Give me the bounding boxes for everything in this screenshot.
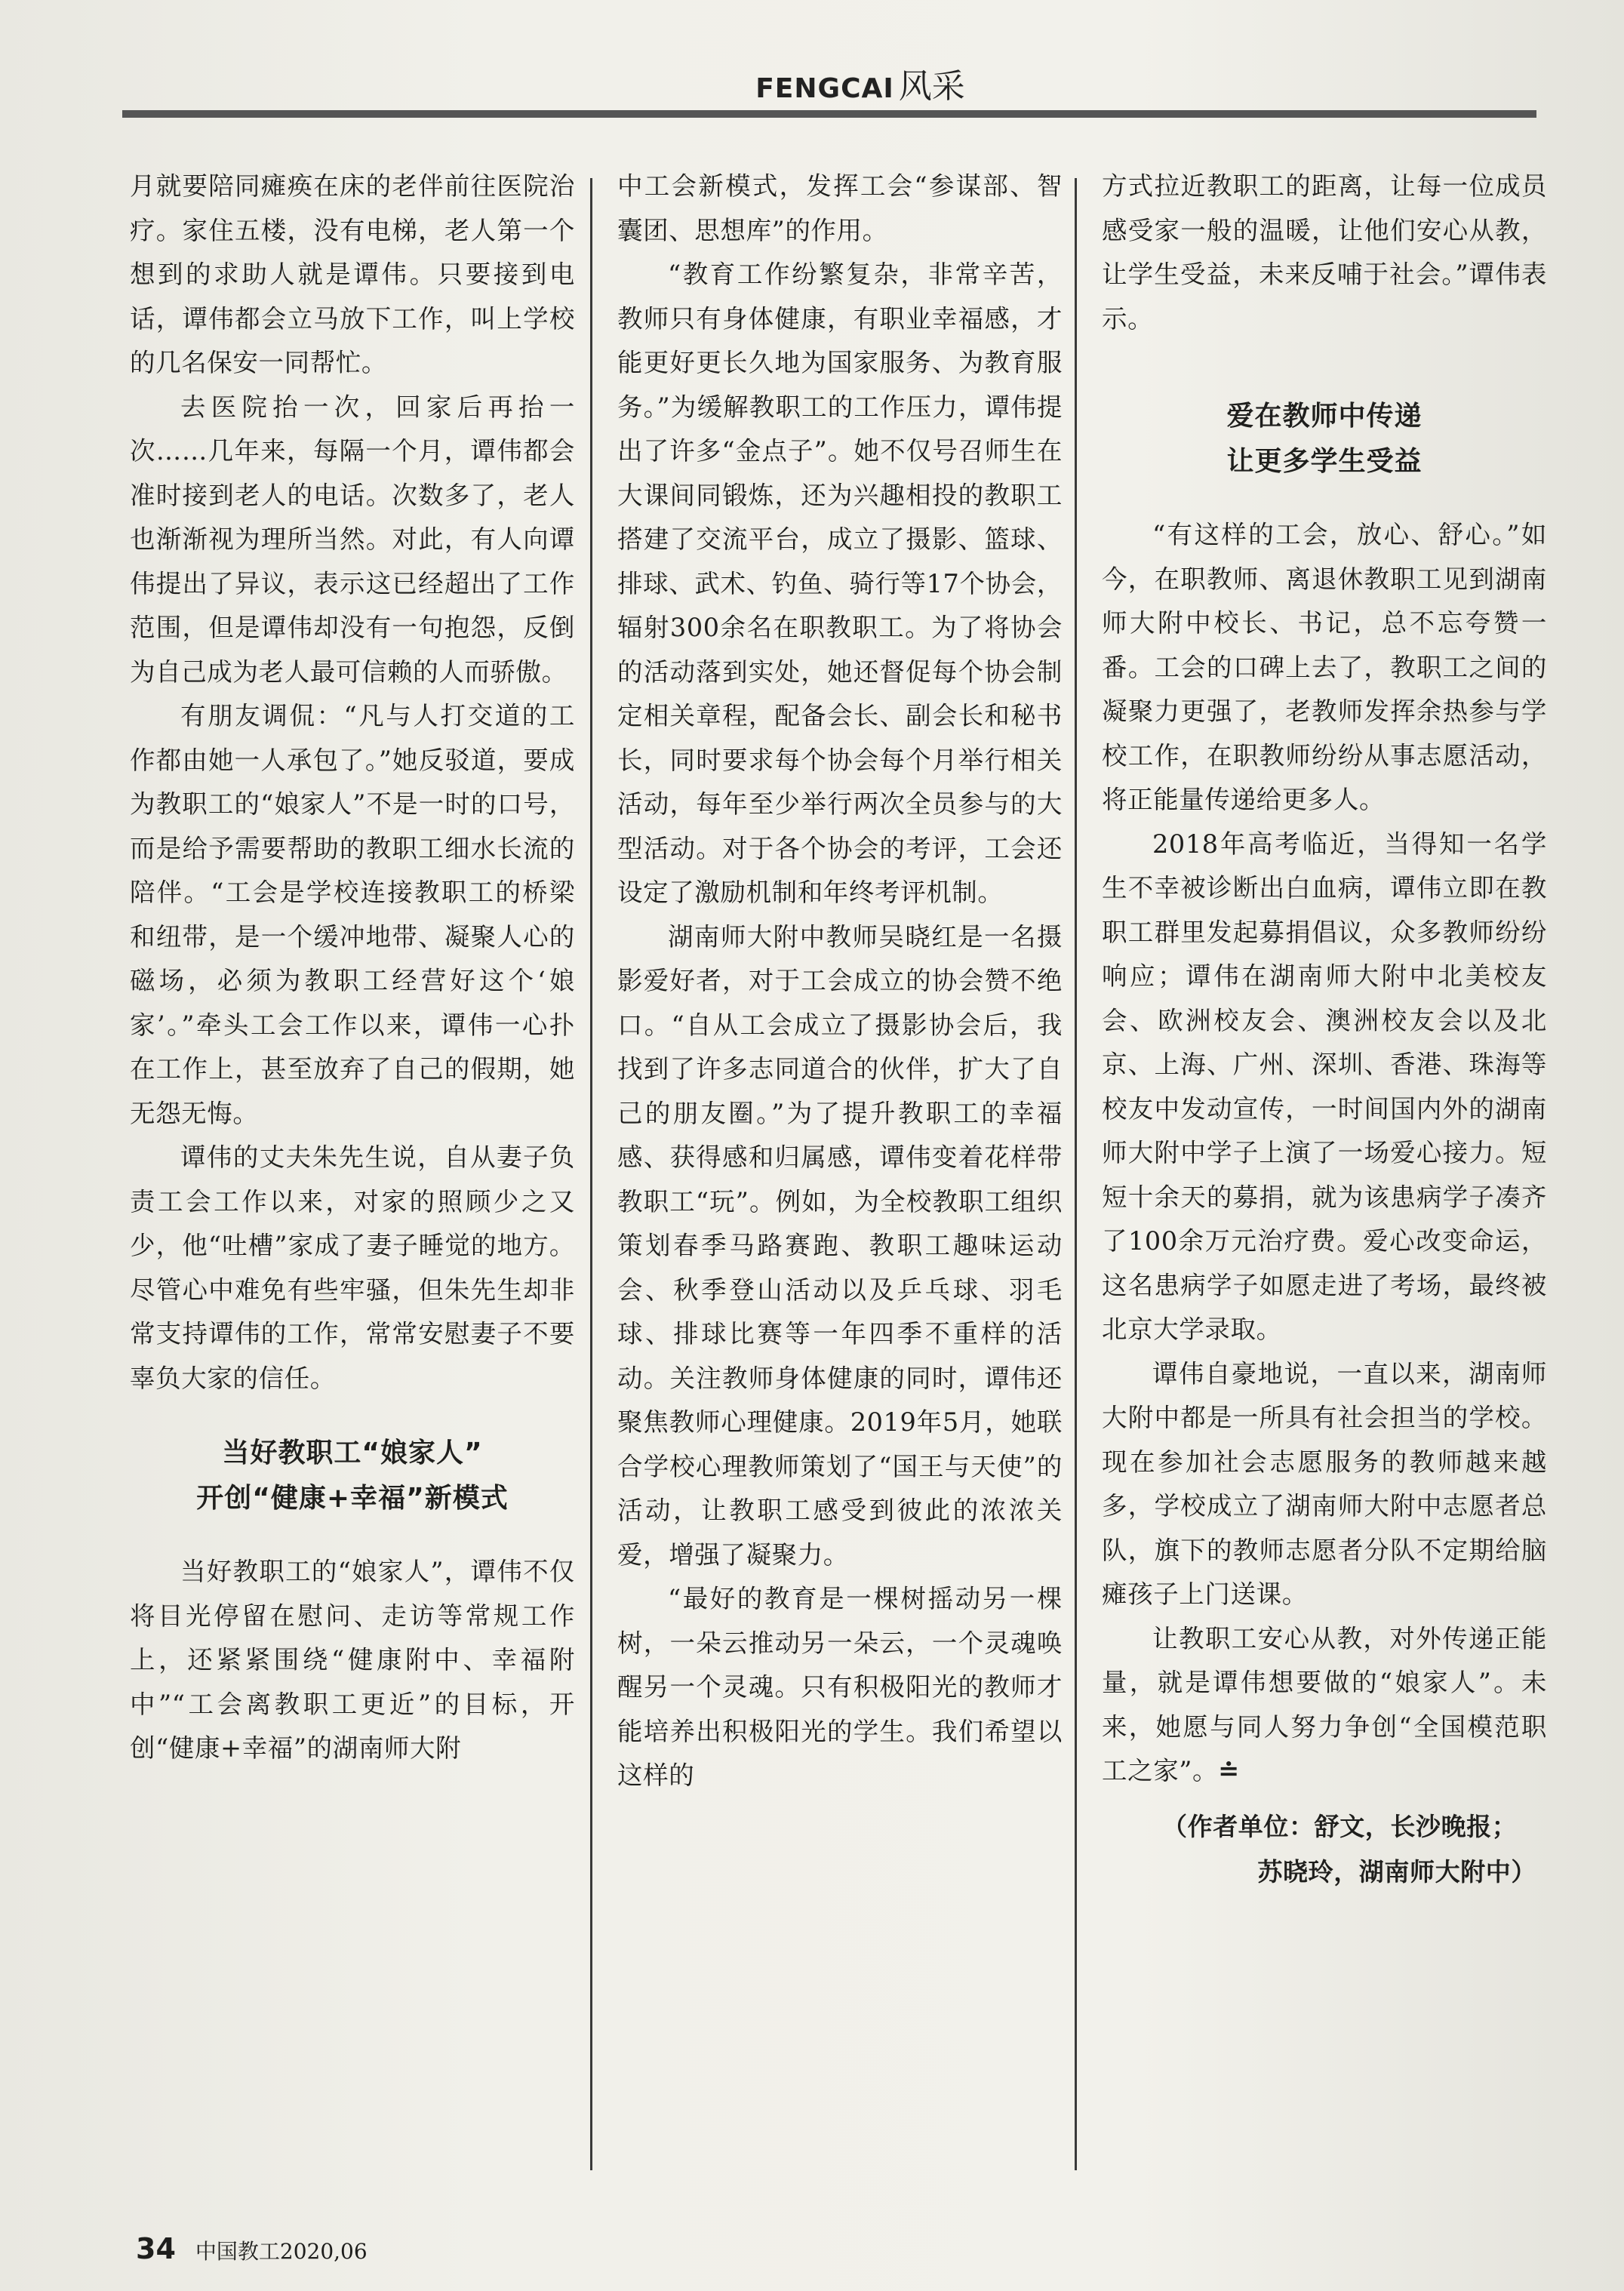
paragraph: 当好教职工的“娘家人”，谭伟不仅将目光停留在慰问、走访等常规工作上，还紧紧围绕“健康附中、幸福附中”“工会离教职工更近”的目标，开创“健康+幸福”的湖南师大附 <box>130 1557 575 1763</box>
section-header <box>709 59 1011 104</box>
heading-line-2: 让更多学生受益 <box>1226 446 1423 477</box>
column-1 <box>130 165 575 2187</box>
paragraph <box>1102 1617 1547 1794</box>
column-2 <box>617 165 1063 2187</box>
paragraph: 谭伟的丈夫朱先生说，自从妻子负责工会工作以来，对家的照顾少之又少，他“吐槽”家成了妻子睡觉的地方。尽管心中难免有些牢骚，但朱先生却非常支持谭伟的工作，常常安慰妻子不要辜负大家的信任。 <box>130 1142 575 1393</box>
page-footer <box>136 2232 368 2270</box>
paragraph: “有这样的工会，放心、舒心。”如今，在职教师、离退休教职工见到湖南师大附中校长、书记，总不忘夸赞一番。工会的口碑上去了，教职工之间的凝聚力更强了，老教师发挥余热参与学校工作，在职教师纷纷从事志愿活动，将正能量传递给更多人。 <box>1102 520 1547 814</box>
author-byline <box>1102 1804 1547 1895</box>
paragraph: “最好的教育是一棵树摇动另一棵树，一朵云推动另一朵云，一个灵魂唤醒另一个灵魂。只有积极阳光的教师才能培养出积极阳光的学生。我们希望以这样的 <box>617 1584 1063 1790</box>
paragraph: 方式拉近教职工的距离，让每一位成员感受家一般的温暖，让他们安心从教，让学生受益，未来反哺于社会。”谭伟表示。 <box>1102 171 1547 334</box>
column-divider-2 <box>1075 178 1077 2170</box>
page-number: 34 <box>136 2232 176 2265</box>
section-title-cn: 风采 <box>898 67 965 106</box>
journal-issue: 中国教工2020,06 <box>195 2239 368 2264</box>
section-heading <box>1102 394 1547 484</box>
heading-line-1: 爱在教师中传递 <box>1226 401 1423 432</box>
paragraph: 2018年高考临近，当得知一名学生不幸被诊断出白血病，谭伟立即在教职工群里发起募捐倡议，众多教师纷纷响应；谭伟在湖南师大附中北美校友会、欧洲校友会、澳洲校友会以及北京、上海、广州、深圳、香港、珠海等校友中发动宣传，一时间国内外的湖南师大附中学子上演了一场爱心接力。短短十余天的募捐，就为该患病学子凑齐了100余万元治疗费。爱心改变命运，这名患病学子如愿走进了考场，最终被北京大学录取。 <box>1102 829 1547 1344</box>
paragraph: 谭伟自豪地说，一直以来，湖南师大附中都是一所具有社会担当的学校。现在参加社会志愿服务的教师越来越多，学校成立了湖南师大附中志愿者总队，旗下的教师志愿者分队不定期给脑瘫孩子上门送课。 <box>1102 1358 1547 1609</box>
byline-line-2: 苏晓玲，湖南师大附中） <box>1257 1856 1536 1887</box>
header-rule <box>122 110 1536 118</box>
column-divider-1 <box>590 178 592 2170</box>
paragraph-text: 让教职工安心从教，对外传递正能量，就是谭伟想要做的“娘家人”。未来，她愿与同人努力争创“全国模范职工之家”。 <box>1102 1623 1547 1785</box>
paragraph: 月就要陪同瘫痪在床的老伴前往医院治疗。家住五楼，没有电梯，老人第一个想到的求助人就是谭伟。只要接到电话，谭伟都会立马放下工作，叫上学校的几名保安一同帮忙。 <box>130 171 575 377</box>
paragraph: 去医院抬一次，回家后再抬一次……几年来，每隔一个月，谭伟都会准时接到老人的电话。次数多了，老人也渐渐视为理所当然。对此，有人向谭伟提出了异议，表示这已经超出了工作范围，但是谭伟却没有一句抱怨，反倒为自己成为老人最可信赖的人而骄傲。 <box>130 392 575 687</box>
paragraph: 中工会新模式，发挥工会“参谋部、智囊团、思想库”的作用。 <box>617 171 1063 245</box>
section-title-en: FENGCAI <box>755 73 894 104</box>
column-3 <box>1102 165 1547 2187</box>
paragraph: 有朋友调侃：“凡与人打交道的工作都由她一人承包了。”她反驳道，要成为教职工的“娘家人”不是一时的口号，而是给予需要帮助的教职工细水长流的陪伴。“工会是学校连接教职工的桥梁和纽带，是一个缓冲地带、凝聚人心的磁场，必须为教职工经营好这个‘娘家’。”牵头工会工作以来，谭伟一心扑在工作上，甚至放弃了自己的假期，她无怨无悔。 <box>130 701 575 1128</box>
heading-line-2: 开创“健康+幸福”新模式 <box>196 1483 509 1514</box>
byline-line-1: （作者单位：舒文，长沙晚报； <box>1162 1811 1518 1841</box>
paragraph: 湖南师大附中教师吴晓红是一名摄影爱好者，对于工会成立的协会赞不绝口。“自从工会成立了摄影协会后，我找到了许多志同道合的伙伴，扩大了自己的朋友圈。”为了提升教职工的幸福感、获得感和归属感，谭伟变着花样带教职工“玩”。例如，为全校教职工组织策划春季马路赛跑、教职工趣味运动会、秋季登山活动以及乒乓球、羽毛球、排球比赛等一年四季不重样的活动。关注教师身体健康的同时，谭伟还聚焦教师心理健康。2019年5月，她联合学校心理教师策划了“国王与天使”的活动，让教职工感受到彼此的浓浓关爱，增强了凝聚力。 <box>617 921 1063 1570</box>
section-heading <box>130 1431 575 1521</box>
heading-line-1: 当好教职工“娘家人” <box>222 1438 483 1468</box>
paragraph: “教育工作纷繁复杂，非常辛苦，教师只有身体健康，有职业幸福感，才能更好更长久地为国家服务、为教育服务。”为缓解教职工的工作压力，谭伟提出了许多“金点子”。她不仅号召师生在大课间同锻炼，还为兴趣相投的教职工搭建了交流平台，成立了摄影、篮球、排球、武术、钓鱼、骑行等17个协会，辐射300余名在职教职工。为了将协会的活动落到实处，她还督促每个协会制定相关章程，配备会长、副会长和秘书长，同时要求每个协会每个月举行相关活动，每年至少举行两次全员参与的大型活动。对于各个协会的考评，工会还设定了激励机制和年终考评机制。 <box>617 260 1063 907</box>
end-mark-icon: ≐ <box>1218 1756 1240 1785</box>
